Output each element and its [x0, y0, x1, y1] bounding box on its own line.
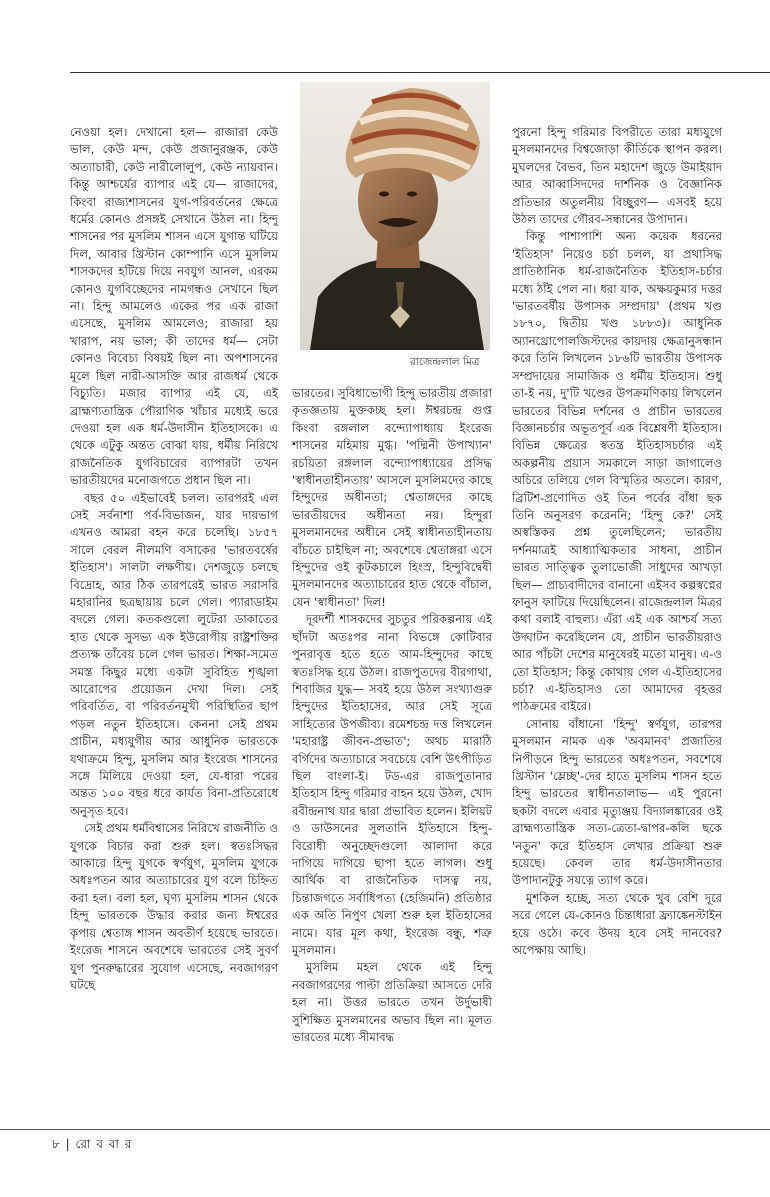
paragraph: সোনায় বাঁধানো 'হিন্দু' স্বর্ণযুগ, তারপর মুসলমান নামক এক 'অবমানব' প্রজাতির নিপীড়নে হিন্দু ভারতের অধঃপতন, সবশেষে খ্রিস্টান 'ম্লেচ্ছ'-দের হাতে মুসলিম শাসন হতে হিন্দু ভারতের স্বাধীনতালাভ— এই পুরনো ছকটা বদলে এবার মৃত্যুঞ্জয় বিদ্যালঙ্কারের ওই ব্রাহ্মণ্যতান্ত্রিক সত্য-ত্রেতা-দ্বাপর-কলি ছকে 'নতুন' করে ইতিহাস লেখার প্রক্রিয়া শুরু হয়েছে। কেবল তার ধর্ম-উদাসীনতার উপাদানটুকু সযত্নে ত্যাগ করে।	[512, 716, 722, 888]
article-column-3	[512, 124, 722, 960]
article-column-1	[70, 124, 278, 994]
paragraph: বছর ৫০ এইভাবেই চলল। তারপরই এল সেই সর্বনাশা পর্ব-বিভাজন, যার দায়ভাগ এখনও আমরা বহন করে চলেছি। ১৮৫৭ সালে বেরল নীলমণি বসাকের 'ভারতবর্ষের ইতিহাস'। সালটা লক্ষণীয়। দেশজুড়ে চলছে বিদ্রোহ, আর ঠিক তারপরেই ভারত সরাসরি মহারানির ছত্রছায়ায় চলে গেল। প্যারাডাইম বদলে গেল। কতকগুলো লুটেরা ডাকাতের হাত থেকে সুসভ্য এক ইউরোপীয় রাষ্ট্রশক্তির প্রত্যক্ষ তাঁবেয় চলে গেল ভারত। শিক্ষা-সমেত সমস্ত কিছুর মধ্যে একটা সুবিহিত শৃঙ্খলা আরোপের প্রয়োজন দেখা দিল। সেই পরিবর্তিত, বা পরিবর্তনমুখী পরিস্থিতির ছাপ পড়ল নতুন ইতিহাসে। কেননা সেই প্রথম প্রাচীন, মধ্যযুগীয় আর আধুনিক ভারতকে যথাক্রমে হিন্দু, মুসলিম আর ইংরেজ শাসনের সঙ্গে মিলিয়ে দেওয়া হল, যে-ধারা পরের অন্তত ১০০ বছর ধরে কার্যত বিনা-প্রতিরোধে অনুসৃত হবে।	[70, 490, 278, 818]
paragraph: দূরদর্শী শাসকদের সুচতুর পরিকল্পনায় এই ছাঁদটা অতঃপর নানা বিভঙ্গে কোটিবার পুনরাবৃত্ত হতে হতে আম-হিন্দুদের কাছে স্বতঃসিদ্ধ হয়ে উঠল। রাজপুতদের বীরগাথা, শিবাজির যুদ্ধ— সবই হয়ে উঠল সংখ্যাগুরু হিন্দুদের ইতিহাসের, আর সেই সূত্রে সাহিত্যের উপজীব্য। রমেশচন্দ্র দত্ত লিখলেন 'মহারাষ্ট্র জীবন-প্রভাত'; অথচ মারাঠি বর্গিদের অত্যাচারে সবচেয়ে বেশি উৎপীড়িত ছিল বাংলা-ই। টড-এর রাজপুতানার ইতিহাস হিন্দু গরিমার বাহন হয়ে উঠল, খোদ রবীন্দ্রনাথ যার দ্বারা প্রভাবিত হলেন। ইলিয়ট ও ডাউসনের সুলতানি ইতিহাসে হিন্দু-বিরোধী অনুচ্ছেদগুলো আলাদা করে দাগিয়ে দাগিয়ে ছাপা হতে লাগল। শুধু আর্থিক বা রাজনৈতিক দাসত্ব নয়, চিন্তাজগতে সর্বাধিপত্য (হেজিমনি) প্রতিষ্ঠার এক অতি নিপুণ খেলা শুরু হল ইতিহাসের নামে। যার মূল কথা, ইংরেজ বন্ধু, শত্রু মুসলমান।	[292, 612, 492, 957]
photo-caption: রাজেন্দ্রলাল মিত্র	[410, 356, 480, 368]
paragraph: নেওয়া হল। দেখানো হল— রাজারা কেউ ভাল, কেউ মন্দ, কেউ প্রজানুরঞ্জক, কেউ অত্যাচারী, কেউ নারীলোলুপ, কেউ ন্যায়বান। কিন্তু আশ্চর্যের ব্যাপার এই যে— রাজাদের, কিংবা রাজ্যশাসনের যুগ-পরিবর্তনের ক্ষেত্রে ধর্মের কোনও প্রসঙ্গই সেখানে উঠল না। হিন্দু শাসনের পর মুসলিম শাসন এসে যুগান্ত ঘটিয়ে দিল, আবার খ্রিস্টান কোম্পানি এসে মুসলিম শাসকদের হটিয়ে দিয়ে নবযুগ আনল, এরকম কোনও যুগবিচ্ছেদের নামগন্ধও সেখানে ছিল না। হিন্দু আমলেও একের পর এক রাজা এসেছে, মুসলিম আমলেও; রাজারা হয় খারাপ, নয় ভাল; কী তাদের ধর্ম— সেটা কোনও বিবেচ্য বিষয়ই ছিল না। অপশাসনের মূলে ছিল নারী-আসক্তি আর রাজধর্ম থেকে বিচ্যুতি। মজার ব্যাপার এই যে, এই ব্রাহ্মণ্যতান্ত্রিক পৌরাণিক খাঁচার মধ্যেই ভরে দেওয়া হল এক ধর্ম-উদাসীন ইতিহাসকে। এ থেকে এটুকু অন্তত বোঝা যায়, ধর্মীয় নিরিখে রাজনৈতিক যুগবিচারের ব্যাপারটা তখন ভারতীয়দের মনোজগতে প্রধান ছিল না।	[70, 125, 278, 488]
top-rule	[70, 72, 770, 73]
bottom-rule	[0, 1129, 770, 1130]
article-column-2	[292, 385, 492, 1046]
paragraph: ভারতের। সুবিধাভোগী হিন্দু ভারতীয় প্রজারা কৃতজ্ঞতায় মুক্তকচ্ছ হল। ঈশ্বরচন্দ্র গুপ্ত কিংবা রঙ্গলাল বন্দ্যোপাধ্যায় ইংরেজ শাসনের মহিমায় মুগ্ধ। 'পদ্মিনী উপাখ্যান' রচয়িতা রঙ্গলাল বন্দ্যোপাধ্যায়ের প্রসিদ্ধ 'স্বাধীনতাহীনতায়' আসলে মুসলিমদের কাছে হিন্দুদের অধীনতা; শ্বেতাঙ্গদের কাছে ভারতীয়দের অধীনতা নয়। হিন্দুরা মুসলমানদের অধীনে সেই স্বাধীনতাহীনতায় বাঁচতে চাইছিল না; অবশেষে শ্বেতাঙ্গরা এসে হিন্দুদের ওই কূটকচালে হিংস্র, হিন্দুবিদ্বেষী মুসলমানদের অত্যাচারের হাত থেকে বাঁচাল, যেন 'স্বাধীনতা' দিল!	[292, 386, 492, 609]
paragraph: মুসলিম মহল থেকে এই হিন্দু নবজাগরণের পাল্টা প্রতিক্রিয়া আসতে দেরি হল না। উত্তর ভারতে তখন উর্দুভাষী সুশিক্ষিত মুসলমানের অভাব ছিল না। মূলত ভারতের মধ্যে সীমাবদ্ধ	[292, 960, 492, 1045]
paragraph: কিন্তু পাশাপাশি অন্য কয়েক ধরনের 'ইতিহাস' নিয়েও চর্চা চলল, যা প্রথাসিদ্ধ প্রাতিষ্ঠানিক ধর্ম-রাজনৈতিক ইতিহাস-চর্চার মধ্যে ঠাঁই পেল না। ধরা যাক, অক্ষয়কুমার দত্তর 'ভারতবর্ষীয় উপাসক সম্প্রদায়' (প্রথম খণ্ড ১৮৭০, দ্বিতীয় খণ্ড ১৮৮৩)। আধুনিক অ্যানথ্রোপোলজিস্টদের কায়দায় ক্ষেত্রানুসন্ধান করে তিনি লিখলেন ১৮৬টি ভারতীয় উপাসক সম্প্রদায়ের সামাজিক ও ধর্মীয় ইতিহাস। শুধু তা-ই নয়, দু'টি খণ্ডের উপক্রমণিকায় লিখলেন ভারতের বিভিন্ন দর্শনের ও প্রাচীন ভারতের বিজ্ঞানচর্চার অভূতপূর্ব এক বিশ্লেষণী ইতিহাস। বিভিন্ন ক্ষেত্রের স্বতন্ত্র ইতিহাসচর্চার এই অকল্পনীয় প্রয়াস সমকালে সাড়া জাগালেও অচিরে তলিয়ে গেল বিস্মৃতির অতলে। কারণ, ব্রিটিশ-প্রণোদিত ওই তিন পর্বের বাঁধা ছক তিনি অনুসরণ করেননি; 'হিন্দু কে?' সেই অস্বস্তিকর প্রশ্ন তুলেছিলেন; ভারতীয় দর্শনমাত্রই আধ্যাত্মিকতার সাধনা, প্রাচীন ভারত সাত্ত্বিক তুলাভোজী সাধুদের আখড়া ছিল— প্রাচ্যবাদীদের বানানো এইসব কল্পস্বপ্নের ফানুস ফাটিয়ে দিয়েছিলেন। রাজেন্দ্রলাল মিত্রর কথা বলাই বাহুল্য। এঁরা এই এক আশ্চর্য সত্য উদ্ঘাটন করেছিলেন যে, প্রাচীন ভারতীয়রাও আর পাঁচটা দেশের মানুষেরই মতো মানুষ। এ-ও তো ইতিহাস; কিন্তু কোথায় গেল এ-ইতিহাসের চর্চা? এ-ইতিহাসও তো আমাদের বৃহত্তর পাঠক্রমের বাইরে।	[512, 229, 723, 714]
page-footer: ৮ | রো ব বা র	[52, 1137, 133, 1151]
paragraph: সেই প্রথম ধর্মবিশ্বাসের নিরিখে রাজনীতি ও যুগকে বিচার করা শুরু হল। স্বতঃসিদ্ধর আকারে হিন্দু যুগকে স্বর্ণযুগ, মুসলিম যুগকে অধঃপতন আর অত্যাচারের যুগ বলে চিহ্নিত করা হল। বলা হল, ঘৃণ্য মুসলিম শাসন থেকে হিন্দু ভারতকে উদ্ধার করার জন্য ঈশ্বরের কৃপায় শ্বেতাঙ্গ শাসন অবতীর্ণ হয়েছে ভারতে। ইংরেজ শাসনে অবশেষে ভারতের সেই সুবর্ণ যুগ পুনরুদ্ধারের সুযোগ এসেছে, নবজাগরণ ঘটছে	[70, 821, 278, 992]
portrait-photo	[300, 82, 490, 350]
paragraph: মুশকিল হচ্ছে, সত্য থেকে খুব বেশি দূরে সরে গেলে যে-কোনও চিন্তাধারা ফ্র্যাঙ্কেনস্টাইন হয়ে ওঠে। কবে উদয় হবে সেই দানবের? অপেক্ষায় আছি।	[512, 890, 722, 958]
paragraph: পুরনো হিন্দু গরিমার বিপরীতে তারা মধ্যযুগে মুসলমানদের বিশ্বজোড়া কীর্তিকে স্থাপন করল। মুঘলদের বৈভব, তিন মহাদেশ জুড়ে উমাইয়াদ আর আব্বাসিদদের দার্শনিক ও বৈজ্ঞানিক প্রতিভার অতুলনীয় বিচ্ছুরণ— এসবই হয়ে উঠল তাদের গৌরব-সন্ধানের উপাদান।	[512, 125, 722, 227]
